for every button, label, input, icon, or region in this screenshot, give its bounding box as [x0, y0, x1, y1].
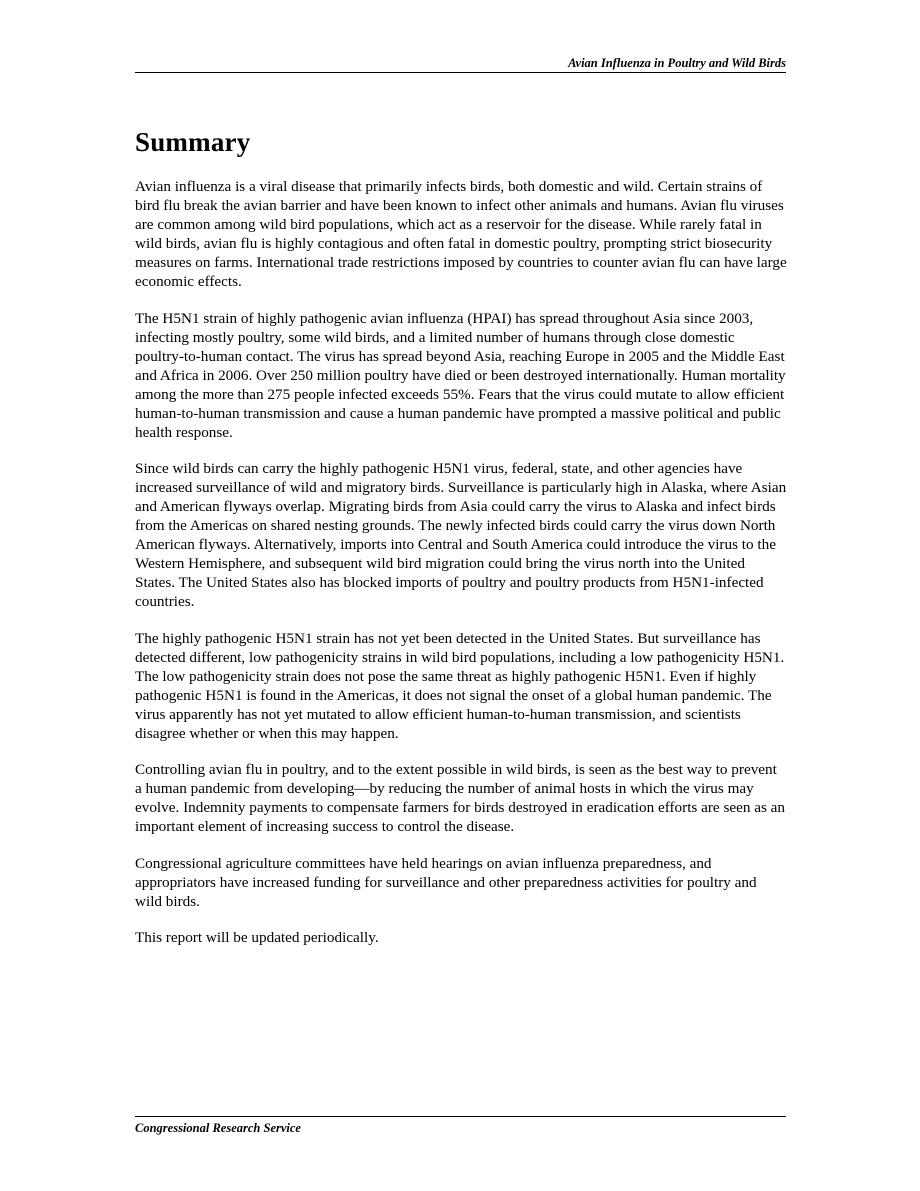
summary-body [135, 177, 787, 965]
running-header: Avian Influenza in Poultry and Wild Birds [135, 55, 786, 73]
paragraph: Since wild birds can carry the highly pathogenic H5N1 virus, federal, state, and other agencies have increased surveillance of wild and migratory birds. Surveillance is particularly high in Alaska, where Asian and American flyways overlap. Migrating birds from Asia could carry the virus to Alaska and infect birds from the Americas on shared nesting grounds. The newly infected birds could carry the virus down North American flyways. Alternatively, imports into Central and South America could introduce the virus to the Western Hemisphere, and subsequent wild bird migration could bring the virus north into the United States. The United States also has blocked imports of poultry and poultry products from H5N1-infected countries. [135, 460, 787, 610]
paragraph: This report will be updated periodically. [135, 929, 379, 946]
paragraph: Avian influenza is a viral disease that primarily infects birds, both domestic and wild. Certain strains of bird flu break the avian barrier and have been known to infect other animals and humans. Avian flu viruses are common among wild bird populations, which act as a reservoir for the disease. While rarely fatal in wild birds, avian flu is highly contagious and often fatal in domestic poultry, prompting strict biosecurity measures on farms. International trade restrictions imposed by countries to counter avian flu can have large economic effects. [135, 178, 787, 290]
paragraph: The highly pathogenic H5N1 strain has not yet been detected in the United States. But surveillance has detected different, low pathogenicity strains in wild bird populations, including a low pathogenicity H5N1. The low pathogenicity strain does not pose the same threat as highly pathogenic H5N1. Even if highly pathogenic H5N1 is found in the Americas, it does not signal the onset of a global human pandemic. The virus apparently has not yet mutated to allow efficient human-to-human transmission, and scientists disagree whether or when this may happen. [135, 629, 785, 742]
page-title: Summary [135, 127, 251, 157]
paragraph: The H5N1 strain of highly pathogenic avian influenza (HPAI) has spread throughout Asia since 2003, infecting mostly poultry, some wild birds, and a limited number of humans through close domestic poultry-to-human contact. The virus has spread beyond Asia, reaching Europe in 2005 and the Middle East and Africa in 2006. Over 250 million poultry have died or been destroyed internationally. Human mortality among the more than 275 people infected exceeds 55%. Fears that the virus could mutate to allow efficient human-to-human transmission and cause a human pandemic have prompted a massive political and public health response. [135, 309, 786, 441]
paragraph: Controlling avian flu in poultry, and to the extent possible in wild birds, is seen as the best way to prevent a human pandemic from developing—by reducing the number of animal hosts in which the virus may evolve. Indemnity payments to compensate farmers for birds destroyed in eradication efforts are seen as an important element of increasing success to control the disease. [135, 761, 786, 835]
running-footer: Congressional Research Service [135, 1116, 786, 1136]
paragraph: Congressional agriculture committees have held hearings on avian influenza preparedness, and appropriators have increased funding for surveillance and other preparedness activities for poultry and wild birds. [135, 854, 757, 910]
